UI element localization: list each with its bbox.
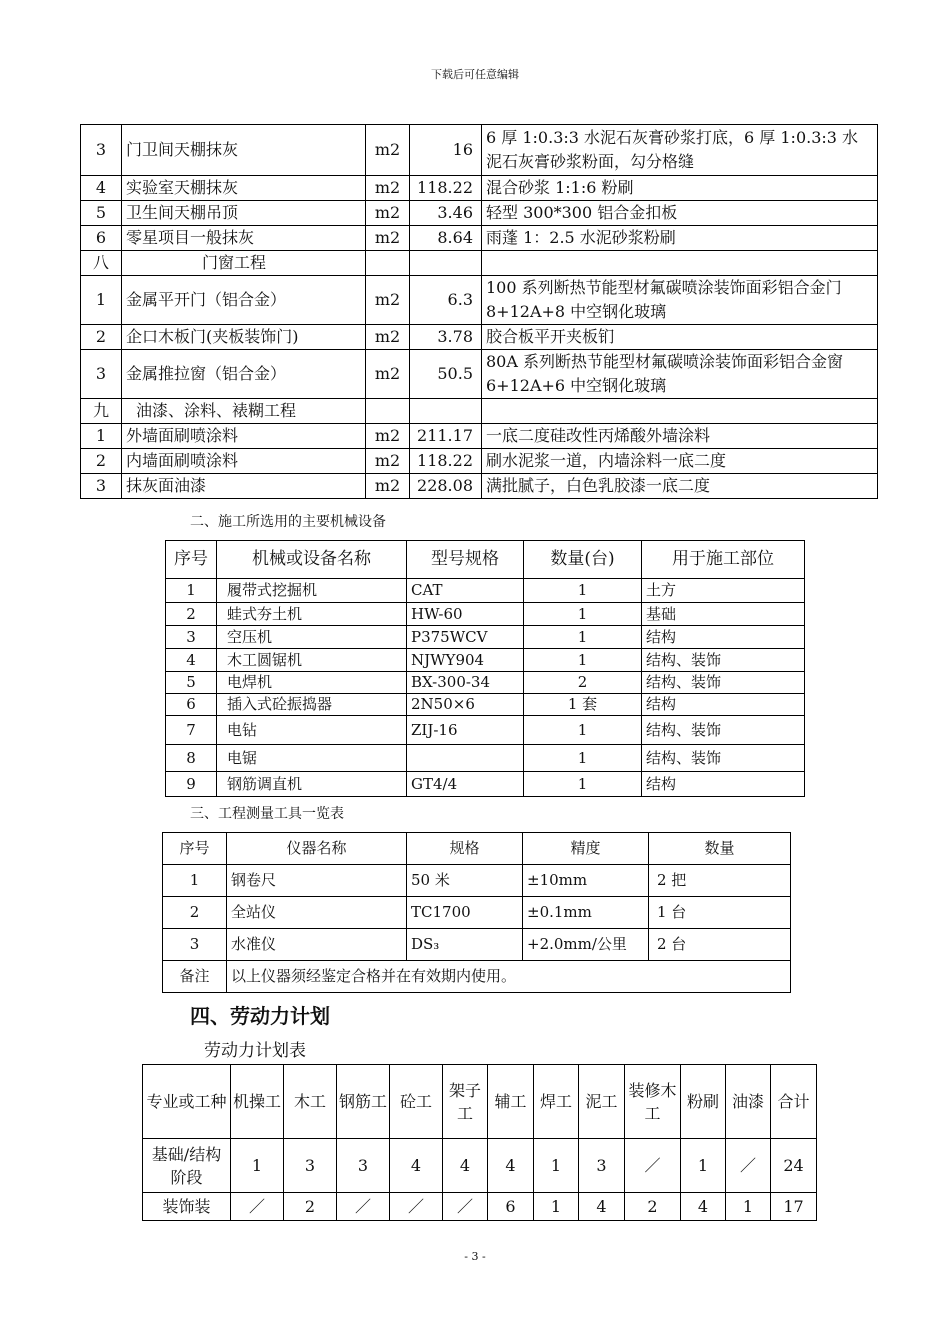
column-header: 木工 bbox=[284, 1065, 337, 1139]
worker-count: 4 bbox=[681, 1193, 726, 1221]
table-row bbox=[81, 201, 878, 226]
machine-number: 8 bbox=[166, 745, 217, 772]
worker-count: 3 bbox=[284, 1139, 337, 1193]
machine-number: 6 bbox=[166, 694, 217, 716]
machine-usage: 结构、装饰 bbox=[642, 649, 805, 672]
machine-usage: 结构 bbox=[642, 694, 805, 716]
item-unit: m2 bbox=[366, 424, 410, 449]
labor-plan-table bbox=[142, 1064, 817, 1221]
worker-count: 1 bbox=[534, 1193, 579, 1221]
machine-usage: 结构 bbox=[642, 772, 805, 797]
worker-count: ／ bbox=[390, 1193, 443, 1221]
column-header: 型号规格 bbox=[407, 541, 524, 579]
machine-count: 1 bbox=[524, 772, 642, 797]
header-row bbox=[143, 1065, 817, 1139]
tool-precision: ±0.1mm bbox=[523, 897, 649, 929]
labor-table-title: 劳动力计划表 bbox=[204, 1041, 306, 1061]
machine-name: 履带式挖掘机 bbox=[217, 579, 407, 603]
item-unit bbox=[366, 251, 410, 276]
table-row bbox=[143, 1193, 817, 1221]
machine-usage: 结构 bbox=[642, 626, 805, 649]
machine-name: 空压机 bbox=[217, 626, 407, 649]
item-quantity: 50.5 bbox=[410, 350, 482, 399]
item-name: 抹灰面油漆 bbox=[122, 474, 366, 499]
column-header: 油漆 bbox=[726, 1065, 771, 1139]
item-quantity bbox=[410, 399, 482, 424]
item-unit: m2 bbox=[366, 350, 410, 399]
section2-caption: 二、施工所选用的主要机械设备 bbox=[190, 514, 386, 530]
item-quantity: 211.17 bbox=[410, 424, 482, 449]
machine-name: 钢筋调直机 bbox=[217, 772, 407, 797]
machine-name: 插入式砼振捣器 bbox=[217, 694, 407, 716]
page-number: - 3 - bbox=[464, 1250, 486, 1263]
item-number: 3 bbox=[81, 474, 122, 499]
table-row bbox=[81, 424, 878, 449]
machine-number: 7 bbox=[166, 716, 217, 745]
worker-count: ／ bbox=[726, 1139, 771, 1193]
item-name: 金属平开门（铝合金） bbox=[122, 276, 366, 325]
note-label: 备注 bbox=[163, 961, 227, 993]
worker-count: ／ bbox=[625, 1139, 681, 1193]
column-header: 精度 bbox=[523, 833, 649, 865]
column-header: 用于施工部位 bbox=[642, 541, 805, 579]
table-row bbox=[81, 449, 878, 474]
item-number: 八 bbox=[81, 251, 122, 276]
machine-model: HW-60 bbox=[407, 603, 524, 626]
item-quantity: 228.08 bbox=[410, 474, 482, 499]
table-row bbox=[81, 474, 878, 499]
machine-number: 4 bbox=[166, 649, 217, 672]
item-name: 门窗工程 bbox=[122, 251, 366, 276]
item-description bbox=[482, 251, 878, 276]
item-unit: m2 bbox=[366, 226, 410, 251]
machine-usage: 结构、装饰 bbox=[642, 716, 805, 745]
table-row bbox=[163, 897, 791, 929]
item-description bbox=[482, 399, 878, 424]
machine-model bbox=[407, 745, 524, 772]
tool-precision: +2.0mm/公里 bbox=[523, 929, 649, 961]
table-row bbox=[81, 350, 878, 399]
item-quantity: 3.46 bbox=[410, 201, 482, 226]
table-row bbox=[166, 626, 805, 649]
table-row bbox=[166, 716, 805, 745]
table-row bbox=[81, 125, 878, 176]
section3-caption: 三、工程测量工具一览表 bbox=[190, 806, 344, 822]
note-row bbox=[163, 961, 791, 993]
item-name: 油漆、涂料、裱糊工程 bbox=[122, 399, 366, 424]
stage-name: 装饰装 bbox=[143, 1193, 231, 1221]
header-row bbox=[166, 541, 805, 579]
engineering-items-body bbox=[81, 125, 878, 499]
item-name: 卫生间天棚吊顶 bbox=[122, 201, 366, 226]
item-name: 企口木板门(夹板装饰门) bbox=[122, 325, 366, 350]
table-row bbox=[166, 745, 805, 772]
table-row bbox=[143, 1139, 817, 1193]
machine-name: 电焊机 bbox=[217, 672, 407, 694]
item-unit: m2 bbox=[366, 201, 410, 226]
column-header: 序号 bbox=[163, 833, 227, 865]
worker-count: ／ bbox=[443, 1193, 488, 1221]
table-row bbox=[81, 226, 878, 251]
column-header: 规格 bbox=[407, 833, 523, 865]
labor-plan-body bbox=[143, 1065, 817, 1221]
worker-count: 4 bbox=[579, 1193, 625, 1221]
item-unit: m2 bbox=[366, 125, 410, 176]
tool-spec: DS₃ bbox=[407, 929, 523, 961]
tool-name: 水准仪 bbox=[227, 929, 407, 961]
item-number: 2 bbox=[81, 449, 122, 474]
tool-quantity: 2 把 bbox=[649, 865, 791, 897]
item-number: 3 bbox=[81, 350, 122, 399]
tool-number: 2 bbox=[163, 897, 227, 929]
machinery-body bbox=[166, 541, 805, 797]
column-header: 泥工 bbox=[579, 1065, 625, 1139]
item-description: 6 厚 1:0.3:3 水泥石灰膏砂浆打底，6 厚 1:0.3:3 水泥石灰膏砂浆粉面，勾分格缝 bbox=[482, 125, 878, 176]
tool-name: 钢卷尺 bbox=[227, 865, 407, 897]
page-header: 下载后可任意编辑 bbox=[431, 68, 519, 81]
machine-number: 5 bbox=[166, 672, 217, 694]
item-description: 刷水泥浆一道，内墙涂料一底二度 bbox=[482, 449, 878, 474]
item-name: 内墙面刷喷涂料 bbox=[122, 449, 366, 474]
table-row bbox=[166, 603, 805, 626]
machine-count: 2 bbox=[524, 672, 642, 694]
column-header: 机械或设备名称 bbox=[217, 541, 407, 579]
tool-number: 3 bbox=[163, 929, 227, 961]
item-unit bbox=[366, 399, 410, 424]
table-row bbox=[81, 276, 878, 325]
machine-model: GT4/4 bbox=[407, 772, 524, 797]
header-row bbox=[163, 833, 791, 865]
machine-name: 电锯 bbox=[217, 745, 407, 772]
machine-count: 1 bbox=[524, 603, 642, 626]
machine-model: P375WCV bbox=[407, 626, 524, 649]
item-name: 金属推拉窗（铝合金） bbox=[122, 350, 366, 399]
machine-count: 1 bbox=[524, 745, 642, 772]
worker-count: 3 bbox=[337, 1139, 390, 1193]
machine-count: 1 套 bbox=[524, 694, 642, 716]
machine-count: 1 bbox=[524, 626, 642, 649]
worker-count: 24 bbox=[771, 1139, 817, 1193]
engineering-items-table bbox=[80, 124, 878, 499]
item-number: 1 bbox=[81, 424, 122, 449]
survey-tools-body bbox=[163, 833, 791, 993]
item-description: 一底二度硅改性丙烯酸外墙涂料 bbox=[482, 424, 878, 449]
column-header: 粉刷 bbox=[681, 1065, 726, 1139]
item-quantity: 8.64 bbox=[410, 226, 482, 251]
column-header: 钢筋工 bbox=[337, 1065, 390, 1139]
section-row bbox=[81, 399, 878, 424]
machine-model: BX-300-34 bbox=[407, 672, 524, 694]
item-number: 4 bbox=[81, 176, 122, 201]
item-number: 5 bbox=[81, 201, 122, 226]
section-row bbox=[81, 251, 878, 276]
item-number: 1 bbox=[81, 276, 122, 325]
worker-count: 4 bbox=[488, 1139, 534, 1193]
item-unit: m2 bbox=[366, 176, 410, 201]
machine-usage: 基础 bbox=[642, 603, 805, 626]
column-header: 合计 bbox=[771, 1065, 817, 1139]
column-header: 装修木工 bbox=[625, 1065, 681, 1139]
worker-count: 1 bbox=[681, 1139, 726, 1193]
worker-count: 2 bbox=[625, 1193, 681, 1221]
item-number: 6 bbox=[81, 226, 122, 251]
worker-count: 3 bbox=[579, 1139, 625, 1193]
table-row bbox=[166, 579, 805, 603]
item-unit: m2 bbox=[366, 325, 410, 350]
column-header: 焊工 bbox=[534, 1065, 579, 1139]
machine-number: 1 bbox=[166, 579, 217, 603]
machine-usage: 结构、装饰 bbox=[642, 745, 805, 772]
tool-precision: ±10mm bbox=[523, 865, 649, 897]
column-header: 架子工 bbox=[443, 1065, 488, 1139]
machine-usage: 土方 bbox=[642, 579, 805, 603]
item-unit: m2 bbox=[366, 474, 410, 499]
item-quantity: 118.22 bbox=[410, 449, 482, 474]
item-number: 3 bbox=[81, 125, 122, 176]
item-description: 雨蓬 1：2.5 水泥砂浆粉刷 bbox=[482, 226, 878, 251]
table-row bbox=[81, 325, 878, 350]
item-number: 九 bbox=[81, 399, 122, 424]
column-header: 序号 bbox=[166, 541, 217, 579]
machine-model: NJWY904 bbox=[407, 649, 524, 672]
worker-count: 17 bbox=[771, 1193, 817, 1221]
worker-count: 1 bbox=[726, 1193, 771, 1221]
machine-number: 9 bbox=[166, 772, 217, 797]
item-quantity bbox=[410, 251, 482, 276]
worker-count: 4 bbox=[390, 1139, 443, 1193]
table-row bbox=[81, 176, 878, 201]
item-quantity: 118.22 bbox=[410, 176, 482, 201]
worker-count: 1 bbox=[231, 1139, 284, 1193]
machine-name: 电钻 bbox=[217, 716, 407, 745]
item-description: 满批腻子，白色乳胶漆一底二度 bbox=[482, 474, 878, 499]
machinery-table bbox=[165, 540, 805, 797]
item-description: 混合砂浆 1:1:6 粉刷 bbox=[482, 176, 878, 201]
column-header: 专业或工种 bbox=[143, 1065, 231, 1139]
machine-number: 2 bbox=[166, 603, 217, 626]
machine-count: 1 bbox=[524, 649, 642, 672]
tool-number: 1 bbox=[163, 865, 227, 897]
machine-model: CAT bbox=[407, 579, 524, 603]
section4-heading: 四、劳动力计划 bbox=[190, 1004, 330, 1028]
column-header: 数量 bbox=[649, 833, 791, 865]
machine-number: 3 bbox=[166, 626, 217, 649]
item-quantity: 6.3 bbox=[410, 276, 482, 325]
item-description: 胶合板平开夹板钔 bbox=[482, 325, 878, 350]
tool-quantity: 1 台 bbox=[649, 897, 791, 929]
machine-count: 1 bbox=[524, 716, 642, 745]
machine-model: 2N50×6 bbox=[407, 694, 524, 716]
table-row bbox=[166, 772, 805, 797]
column-header: 砼工 bbox=[390, 1065, 443, 1139]
machine-name: 蛙式夯土机 bbox=[217, 603, 407, 626]
column-header: 辅工 bbox=[488, 1065, 534, 1139]
item-unit: m2 bbox=[366, 276, 410, 325]
tool-quantity: 2 台 bbox=[649, 929, 791, 961]
machine-model: ZIJ-16 bbox=[407, 716, 524, 745]
column-header: 数量(台) bbox=[524, 541, 642, 579]
machine-name: 木工圆锯机 bbox=[217, 649, 407, 672]
survey-tools-table bbox=[162, 832, 791, 993]
item-unit: m2 bbox=[366, 449, 410, 474]
worker-count: 2 bbox=[284, 1193, 337, 1221]
item-name: 零星项目一般抹灰 bbox=[122, 226, 366, 251]
item-name: 外墙面刷喷涂料 bbox=[122, 424, 366, 449]
item-description: 80A 系列断热节能型材氟碳喷涂装饰面彩铝合金窗 6+12A+6 中空钢化玻璃 bbox=[482, 350, 878, 399]
tool-name: 全站仪 bbox=[227, 897, 407, 929]
item-description: 100 系列断热节能型材氟碳喷涂装饰面彩铝合金门 8+12A+8 中空钢化玻璃 bbox=[482, 276, 878, 325]
worker-count: ／ bbox=[337, 1193, 390, 1221]
worker-count: ／ bbox=[231, 1193, 284, 1221]
table-row bbox=[166, 672, 805, 694]
tool-spec: 50 米 bbox=[407, 865, 523, 897]
note-text: 以上仪器须经鉴定合格并在有效期内使用。 bbox=[227, 961, 791, 993]
item-number: 2 bbox=[81, 325, 122, 350]
table-row bbox=[163, 865, 791, 897]
item-quantity: 3.78 bbox=[410, 325, 482, 350]
worker-count: 1 bbox=[534, 1139, 579, 1193]
stage-name: 基础/结构阶段 bbox=[143, 1139, 231, 1193]
table-row bbox=[166, 649, 805, 672]
column-header: 仪器名称 bbox=[227, 833, 407, 865]
table-row bbox=[163, 929, 791, 961]
item-name: 实验室天棚抹灰 bbox=[122, 176, 366, 201]
item-name: 门卫间天棚抹灰 bbox=[122, 125, 366, 176]
tool-spec: TC1700 bbox=[407, 897, 523, 929]
worker-count: 6 bbox=[488, 1193, 534, 1221]
machine-usage: 结构、装饰 bbox=[642, 672, 805, 694]
worker-count: 4 bbox=[443, 1139, 488, 1193]
item-description: 轻型 300*300 铝合金扣板 bbox=[482, 201, 878, 226]
table-row bbox=[166, 694, 805, 716]
machine-count: 1 bbox=[524, 579, 642, 603]
column-header: 机操工 bbox=[231, 1065, 284, 1139]
item-quantity: 16 bbox=[410, 125, 482, 176]
